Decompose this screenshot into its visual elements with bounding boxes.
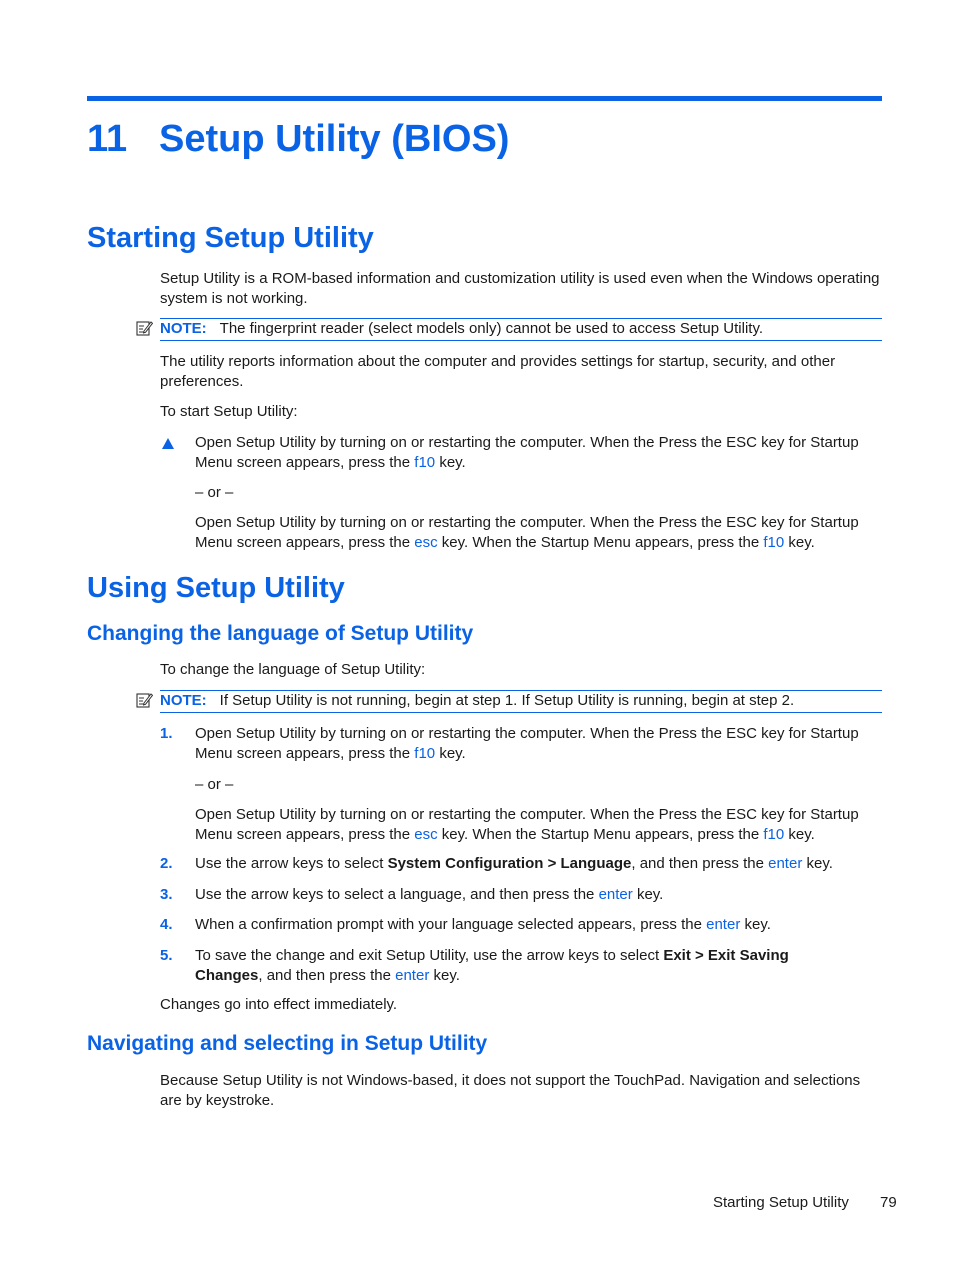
step-text: Use the arrow keys to select a language, and then press the bbox=[195, 886, 599, 903]
step-text: key. bbox=[435, 744, 466, 762]
page-number: 79 bbox=[880, 1194, 897, 1211]
step-text: , and then press the bbox=[258, 966, 396, 984]
step-text: Open Setup Utility by turning on or restarting the computer. When the Press the ESC key for Startup Menu screen appears, press the bbox=[195, 434, 859, 471]
step-text: Open Setup Utility by turning on or restarting the computer. When the Press the ESC key for Startup Menu screen appears, press the bbox=[195, 725, 859, 762]
key-f10: f10 bbox=[763, 825, 785, 843]
step-text: key. bbox=[784, 825, 815, 843]
step-1b bbox=[195, 805, 885, 844]
step-number: 4. bbox=[160, 916, 173, 933]
step-text: Open Setup Utility by turning on or restarting the computer. When the Press the ESC key for Startup Menu screen appears, press the bbox=[195, 806, 859, 843]
step-number: 5. bbox=[160, 947, 173, 964]
step-text: To save the change and exit Setup Utility, use the arrow keys to select bbox=[195, 947, 664, 964]
navigating-paragraph: Because Setup Utility is not Windows-based, it does not support the TouchPad. Navigation and selections are by keystroke. bbox=[160, 1072, 861, 1109]
or-separator: – or – bbox=[195, 484, 234, 501]
or-separator: – or – bbox=[195, 776, 234, 793]
triangle-bullet-icon bbox=[162, 438, 174, 449]
step-number: 1. bbox=[160, 725, 173, 742]
step-3 bbox=[195, 885, 885, 905]
key-enter: enter bbox=[598, 886, 633, 903]
menu-path: Exit > Exit Saving Changes bbox=[195, 947, 789, 984]
key-f10: f10 bbox=[414, 744, 436, 762]
step-number: 3. bbox=[160, 886, 173, 903]
chapter-title-text: Setup Utility (BIOS) bbox=[159, 118, 510, 160]
step-text: key. bbox=[429, 966, 460, 984]
step-text: key. bbox=[435, 453, 466, 471]
key-f10: f10 bbox=[763, 533, 785, 551]
note-label: NOTE: bbox=[160, 320, 207, 337]
intro-paragraph: Setup Utility is a ROM-based information and customization utility is used even when the Windows operating system is not working. bbox=[160, 270, 880, 307]
key-enter: enter bbox=[395, 966, 430, 984]
closing-paragraph: Changes go into effect immediately. bbox=[160, 996, 398, 1013]
key-enter: enter bbox=[706, 916, 741, 933]
lead-paragraph: To change the language of Setup Utility: bbox=[160, 661, 426, 678]
key-esc: esc bbox=[414, 825, 438, 843]
note-step bbox=[160, 690, 882, 713]
step-text: key. bbox=[632, 886, 664, 903]
step-text: key. bbox=[740, 916, 771, 933]
step-text: key. bbox=[784, 533, 815, 551]
note-text: The fingerprint reader (select models only) cannot be used to access Setup Utility. bbox=[219, 320, 763, 337]
step-4 bbox=[195, 915, 885, 935]
step-text: When a confirmation prompt with your language selected appears, press the bbox=[195, 916, 707, 933]
section-heading-using: Using Setup Utility bbox=[87, 572, 345, 604]
note-pencil-icon bbox=[136, 692, 153, 708]
step-text: , and then press the bbox=[631, 855, 769, 872]
step-text: Open Setup Utility by turning on or restarting the computer. When the Press the ESC key for Startup Menu screen appears, press the bbox=[195, 514, 859, 551]
note-pencil-icon bbox=[136, 320, 153, 336]
key-enter: enter bbox=[768, 855, 803, 872]
step-text: key. When the Startup Menu appears, press the bbox=[437, 825, 764, 843]
step-text: key. When the Startup Menu appears, press the bbox=[437, 533, 764, 551]
chapter-rule bbox=[87, 96, 882, 101]
bullet-step-b bbox=[195, 513, 885, 552]
section-heading-starting: Starting Setup Utility bbox=[87, 222, 374, 254]
note-fingerprint bbox=[160, 318, 882, 341]
bullet-step-a bbox=[195, 433, 885, 472]
step-text: key. bbox=[802, 855, 833, 872]
lead-paragraph: To start Setup Utility: bbox=[160, 403, 298, 420]
step-text: Use the arrow keys to select bbox=[195, 855, 388, 872]
note-label: NOTE: bbox=[160, 692, 207, 709]
step-2 bbox=[195, 854, 885, 874]
subsection-heading-language: Changing the language of Setup Utility bbox=[87, 622, 474, 645]
step-1a bbox=[195, 724, 885, 763]
key-esc: esc bbox=[414, 533, 438, 551]
note-text: If Setup Utility is not running, begin at step 1. If Setup Utility is running, begin at step 2. bbox=[219, 692, 795, 709]
key-f10: f10 bbox=[414, 453, 436, 471]
footer-section-title: Starting Setup Utility bbox=[713, 1194, 849, 1211]
step-5 bbox=[195, 946, 855, 985]
menu-path: System Configuration > Language bbox=[387, 855, 632, 872]
subsection-heading-navigating: Navigating and selecting in Setup Utility bbox=[87, 1032, 488, 1055]
chapter-title bbox=[87, 118, 509, 161]
info-paragraph: The utility reports information about the computer and provides settings for startup, security, and other preferences. bbox=[160, 353, 836, 390]
chapter-number: 11 bbox=[87, 118, 128, 160]
step-number: 2. bbox=[160, 855, 173, 872]
